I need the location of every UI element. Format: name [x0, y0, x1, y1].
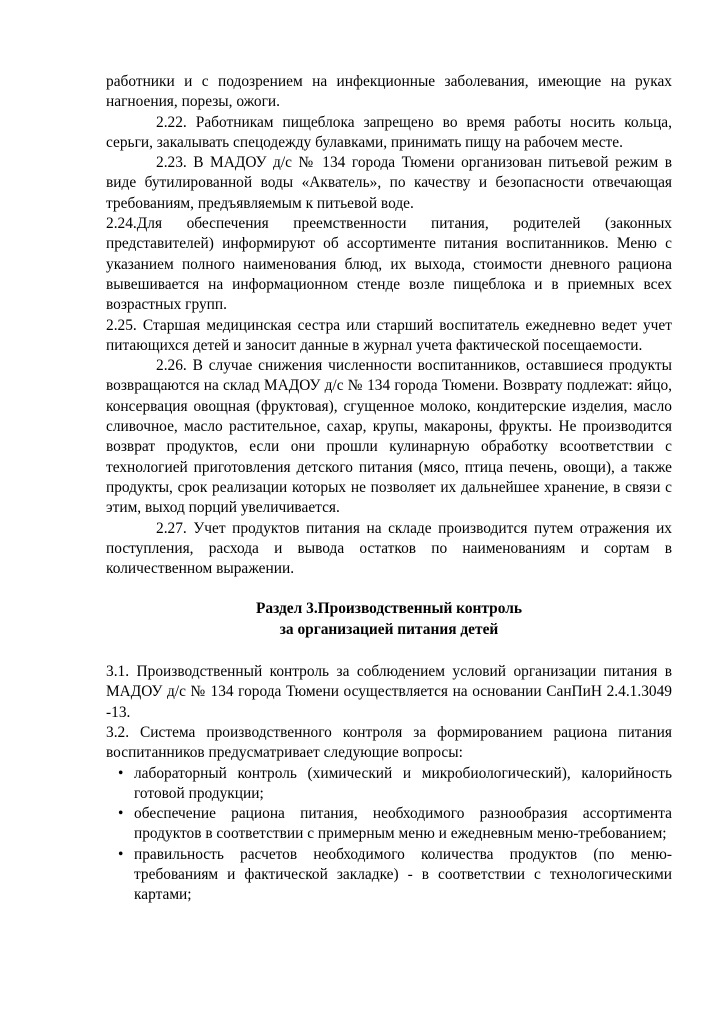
paragraph-2-25: 2.25. Старшая медицинская сестра или старший воспитатель ежедневно ведет учет питающихся детей и заносит данные в журнал учета фактической посещаемости. — [106, 316, 672, 354]
paragraph-2-21-continuation: работники и с подозрением на инфекционные заболевания, имеющие на руках нагноения, порезы, ожоги. — [106, 73, 672, 111]
bullet-icon: • — [118, 845, 124, 863]
section-3-heading — [106, 599, 672, 640]
paragraph-2-22: 2.22. Работникам пищеблока запрещено во время работы носить кольца, серьги, закалывать спецодежду булавками, принимать пищу на рабочем месте. — [106, 113, 672, 151]
paragraph-2-23: 2.23. В МАДОУ д/с № 134 города Тюмени организован питьевой режим в виде бутилированной воды «Акватель», по качеству и безопасности отвечающая требованиям, предъявляемым к питьевой воде. — [106, 154, 672, 212]
list-item-text: обеспечение рациона питания, необходимого разнообразия ассортимента продуктов в соответствии с примерным меню и ежедневным меню-требованием; — [134, 805, 672, 843]
section-3-heading-line2: за организацией питания детей — [279, 620, 499, 638]
list-item-text: лабораторный контроль (химический и микробиологический), калорийность готовой продукции; — [134, 764, 672, 802]
bullet-icon: • — [118, 764, 124, 782]
section-3-heading-line1: Раздел 3.Производственный контроль — [256, 600, 522, 618]
document-page — [106, 72, 672, 906]
list-item — [106, 764, 672, 805]
list-item — [106, 804, 672, 845]
paragraph-2-27: 2.27. Учет продуктов питания на складе производится путем отражения их поступления, расхода и вывода остатков по наименованиям и сортам в количественном выражении. — [106, 519, 672, 578]
control-items-list — [106, 764, 672, 906]
paragraph-2-24: 2.24.Для обеспечения преемственности питания, родителей (законных представителей) информируют об ассортименте питания воспитанников. Меню с указанием полного наименования блюд, их выхода, стоимости дневного рациона вывешивается на информационном стенде возле пищеблока и в приемных всех возрастных групп. — [106, 215, 672, 314]
list-item — [106, 845, 672, 906]
list-item-text: правильность расчетов необходимого количества продуктов (по меню-требованиям и фактической закладке) - в соответствии с технологическими картами; — [134, 845, 672, 904]
paragraph-3-2: 3.2. Система производственного контроля за формированием рациона питания воспитанников предусматривает следующие вопросы: — [106, 723, 672, 762]
bullet-icon: • — [118, 805, 124, 823]
paragraph-2-26: 2.26. В случае снижения численности воспитанников, оставшиеся продукты возвращаются на склад МАДОУ д/с № 134 города Тюмени. Возврату подлежат: яйцо, консервация овощная (фруктовая), сгущенное молоко, кондитерские изделия, масло сливочное, масло растительное, сахар, крупы, макароны, фрукты. Не производится возврат продуктов, если они прошли кулинарную обработку всоответствии с технологией приготовления детского питания (мясо, птица печень, овощи), а также продукты, срок реализации которых не позволяет их дальнейшее хранение, в связи с этим, выход порций увеличивается. — [106, 357, 672, 517]
paragraph-3-1: 3.1. Производственный контроль за соблюдением условий организации питания в МАДОУ д/с № 134 города Тюмени осуществляется на основании СанПиН 2.4.1.3049 -13. — [106, 663, 672, 721]
